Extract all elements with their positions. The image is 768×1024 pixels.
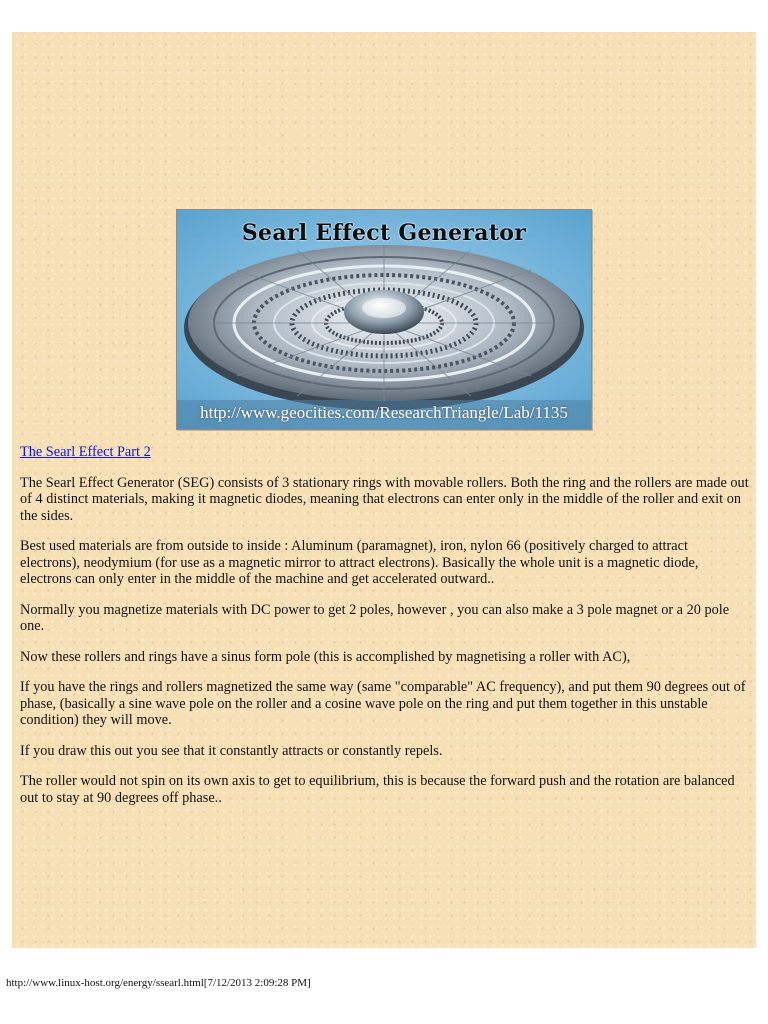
page-footer-url: http://www.linux-host.org/energy/ssearl.html[7/12/2013 2:09:28 PM]: [6, 977, 311, 989]
banner-title: Searl Effect Generator: [241, 220, 527, 246]
paragraph-phase: If you have the rings and rollers magnetized the same way (same "comparable" AC frequency), and put them 90 degrees out of phase, (basically a sine wave pole on the roller and a cosine wave pole on the ring and put them together in this unstable condition) they will move.: [20, 679, 746, 728]
searl-generator-banner-image: [176, 209, 592, 430]
paragraph-seg-description: The Searl Effect Generator (SEG) consists of 3 stationary rings with movable rollers. Both the ring and the rollers are made out of 4 distinct materials, making it magnetic diodes, meaning that electrons can enter only in the middle of the roller and exit on the sides.: [20, 474, 749, 524]
paragraph-materials: Best used materials are from outside to inside : Aluminum (paramagnet), iron, nylon 66 (positively charged to attract electrons), neodymium (for use as a magnetic mirror to attract electrons). Basically the whole unit is a magnetic diode, electrons can only enter in the middle of the machine and get accelerated outward..: [20, 538, 699, 587]
paragraph-equilibrium: The roller would not spin on its own axis to get to equilibrium, this is because the forward push and the rotation are balanced out to stay at 90 degrees off phase..: [20, 773, 735, 806]
part2-link-paragraph: [20, 444, 750, 461]
paragraph-attracts-repels: If you draw this out you see that it constantly attracts or constantly repels.: [20, 742, 443, 759]
document-page: [12, 32, 756, 948]
banner-url-watermark: http://www.geocities.com/ResearchTriangle/Lab/1135: [200, 403, 568, 422]
article-body: [20, 444, 750, 820]
paragraph-magnetize: Normally you magnetize materials with DC power to get 2 poles, however , you can also make a 3 pole magnet or a 20 pole one.: [20, 601, 730, 634]
paragraph-sinus-pole: Now these rollers and rings have a sinus form pole (this is accomplished by magnetising a roller with AC),: [20, 648, 631, 665]
searl-effect-part-2-link[interactable]: The Searl Effect Part 2: [20, 444, 151, 460]
